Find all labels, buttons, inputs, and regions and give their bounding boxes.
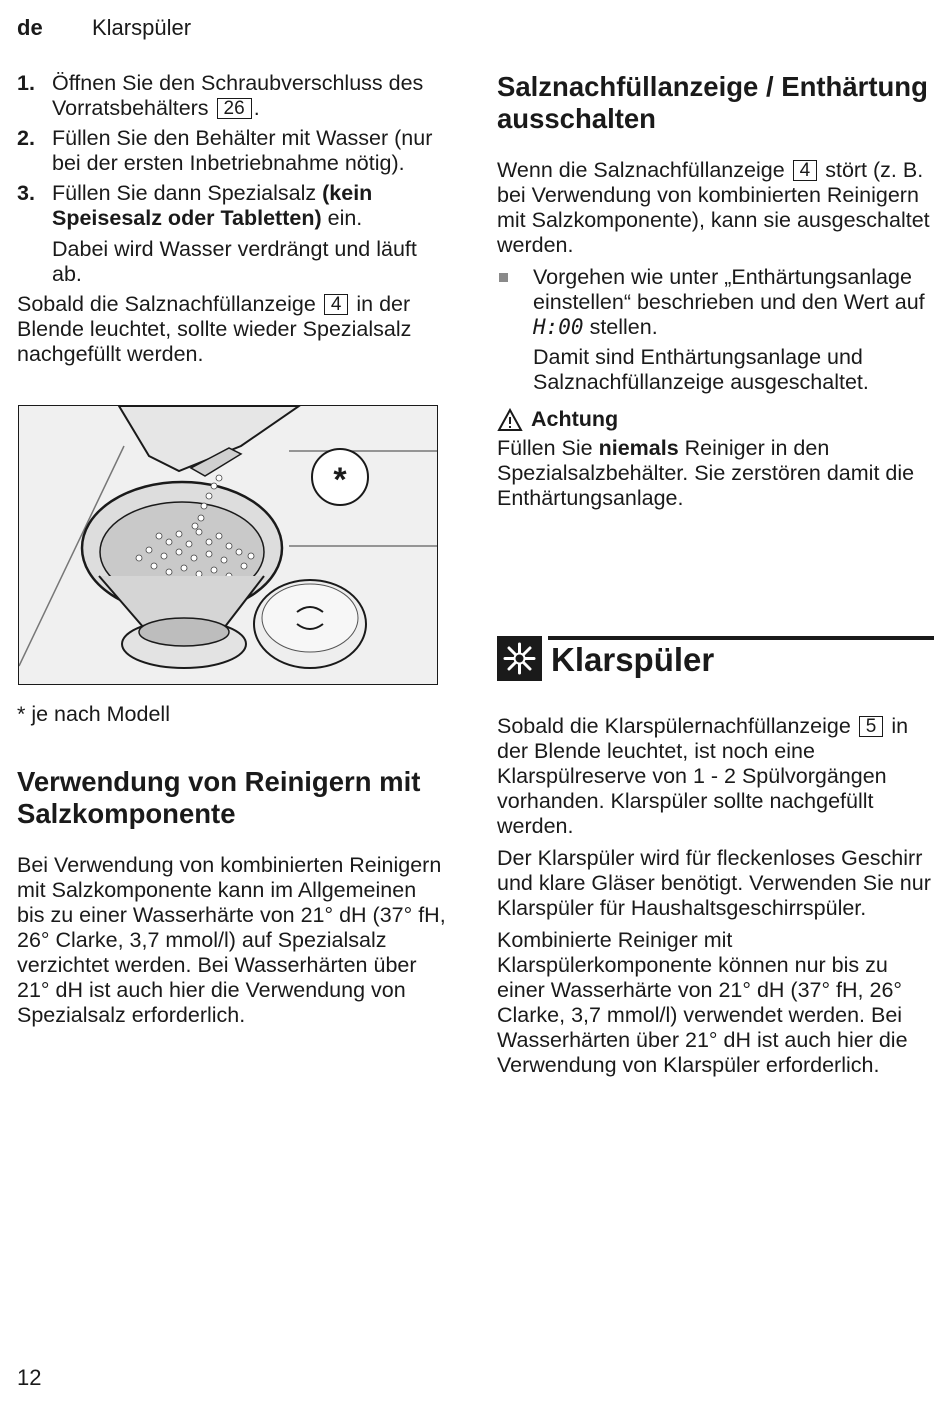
indicator-number-box: 4 — [793, 160, 818, 181]
intro-text: Wenn die Salznachfüllanzeige — [497, 158, 785, 182]
warning-text-end: Reiniger in den Spezialsalzbehälter. Sie zerstören damit die Enthärtungsanlage. — [497, 436, 915, 510]
indicator-number-box: 5 — [859, 716, 884, 737]
footnote: * je nach Modell — [17, 702, 170, 726]
step-2 — [17, 126, 447, 176]
indicator-number-box: 4 — [324, 294, 349, 315]
step-text-end: ein. — [327, 206, 363, 230]
section-klarspueler — [497, 714, 937, 1085]
steps-list — [17, 71, 447, 287]
left-column-top — [17, 71, 447, 374]
warning-title: Achtung — [531, 407, 619, 431]
intro-text-end: stört (z. B. bei Verwendung von kombinierten Reinigern mit Salzkomponente), kann sie ausgeschaltet werden. — [497, 158, 930, 257]
display-value: H:00 — [533, 315, 584, 339]
section-reiniger — [17, 766, 447, 1035]
rinse-aid-icon — [497, 636, 542, 681]
step-number: 1. — [17, 71, 35, 95]
step-text: Füllen Sie den Behälter mit Wasser (nur bei der ersten Inbetriebnahme nötig). — [52, 126, 433, 175]
header-title: Klarspüler — [92, 15, 192, 40]
step-text-end: . — [253, 96, 260, 120]
bullet-text: Vorgehen wie unter „Enthärtungsanlage einstellen“ beschrieben und den Wert auf — [533, 265, 925, 314]
warning-text — [497, 436, 937, 511]
component-number-box: 26 — [217, 98, 252, 119]
warning-triangle-icon — [497, 408, 523, 432]
warning-heading — [497, 407, 937, 432]
p1-text: Sobald die Klarspülernachfüllanzeige — [497, 714, 851, 738]
warning-text-bold: niemals — [598, 436, 679, 460]
step-text-bold: (kein Speisesalz oder Tabletten) — [52, 181, 373, 230]
funnel-drawing — [19, 406, 438, 685]
step-1 — [17, 71, 447, 121]
salt-funnel-illustration — [18, 405, 438, 685]
bullet-extra: Damit sind Enthärtungsanlage und Salznachfüllanzeige ausgeschaltet. — [533, 345, 869, 394]
page-number: 12 — [17, 1365, 42, 1390]
section-title: Verwendung von Reinigern mit Salzkomponente — [17, 766, 421, 829]
salt-indicator-note — [17, 292, 447, 367]
language-code: de — [17, 15, 43, 40]
section-text: Bei Verwendung von kombinierten Reinigern mit Salzkomponente kann im Allgemeinen bis zu einer Wasserhärte von 21° dH (37° fH, 26° Clarke, 3,7 mmol/l) auf Spezialsalz verzichtet werden. Bei Wasserhärten über 21° dH ist auch hier die Verwendung von Spezialsalz erforderlich. — [17, 853, 446, 1027]
step-text: Füllen Sie dann Spezialsalz — [52, 181, 317, 205]
bullet-text-end: stellen. — [589, 315, 658, 339]
note-text-end: in der Blende leuchtet, sollte wieder Spezialsalz nachgefüllt werden. — [17, 292, 412, 366]
p1-text-end: in der Blende leuchtet, ist noch eine Klarspülreserve von 1 - 2 Spülvorgängen vorhanden. Klarspüler sollte nachgefüllt werden. — [497, 714, 909, 838]
step-number: 2. — [17, 126, 35, 150]
bullet-square-icon — [499, 273, 508, 282]
section-title: Salznachfüllanzeige / Enthärtung ausschalten — [497, 71, 928, 134]
model-asterisk: * — [333, 461, 347, 499]
note-text: Sobald die Salznachfüllanzeige — [17, 292, 316, 316]
section-salt-off — [497, 71, 937, 518]
klarspueler-p3: Kombinierte Reiniger mit Klarspülerkomponente können nur bis zu einer Wasserhärte von 21° dH (37° fH, 26° Clarke, 3,7 mmol/l) verwendet werden. Bei Wasserhärten über 21° dH ist auch hier die Verwendung von Klarspüler erforderlich. — [497, 928, 908, 1077]
klarspueler-title: Klarspüler — [551, 641, 715, 678]
warning-text-start: Füllen Sie — [497, 436, 593, 460]
step-3 — [17, 181, 447, 287]
klarspueler-p1 — [497, 714, 937, 839]
step-extra: Dabei wird Wasser verdrängt und läuft ab. — [52, 237, 417, 286]
section-rule — [548, 636, 934, 640]
step-number: 3. — [17, 181, 35, 205]
klarspueler-p2: Der Klarspüler wird für fleckenloses Geschirr und klare Gläser benötigt. Verwenden Sie nur Klarspüler für Haushaltsgeschirrspüler. — [497, 846, 931, 920]
step-text: Öffnen Sie den Schraubverschluss des Vorratsbehälters — [52, 71, 424, 120]
section-intro — [497, 158, 937, 258]
bullet-item — [497, 265, 937, 395]
